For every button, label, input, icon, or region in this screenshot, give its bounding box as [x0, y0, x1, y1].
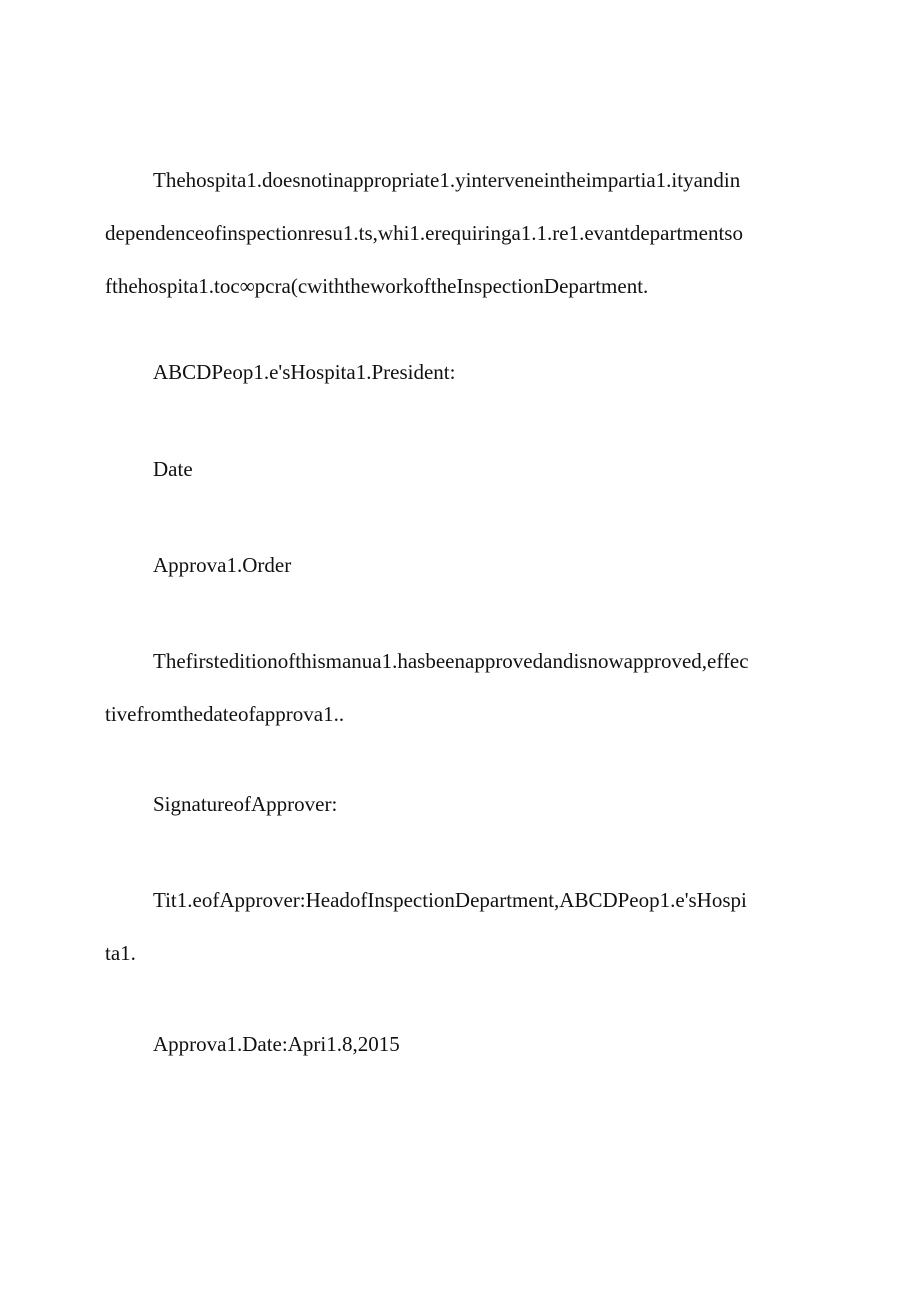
signature-label: SignatureofApprover:: [153, 792, 338, 816]
approval-paragraph: [105, 635, 815, 741]
paragraph-line: dependenceofinspectionresu1.ts,whi1.erequiringa1.1.re1.evantdepartmentso: [105, 221, 743, 245]
paragraph-line: tivefromthedateofapprova1..: [105, 702, 345, 726]
paragraph-line: Thefirsteditionofthismanua1.hasbeenapprovedandisnowapproved,effec: [153, 649, 749, 673]
approval-order-heading: [105, 539, 815, 592]
president-label: ABCDPeop1.e'sHospita1.President:: [153, 360, 456, 384]
signature-paragraph: [105, 778, 815, 831]
paragraph-line: Tit1.eofApprover:HeadofInspectionDepartment,ABCDPeop1.e'sHospi: [153, 888, 747, 912]
approval-date-paragraph: [105, 1018, 815, 1071]
paragraph-line: fthehospita1.toc∞pcra(cwiththeworkoftheInspectionDepartment.: [105, 274, 649, 298]
date-label: Date: [153, 457, 193, 481]
impartiality-paragraph: [105, 154, 815, 313]
approver-title-paragraph: [105, 874, 815, 980]
date-paragraph: [105, 443, 815, 496]
approval-order-title: Approva1.Order: [153, 553, 292, 577]
paragraph-line: Thehospita1.doesnotinappropriate1.yinterveneintheimpartia1.ityandin: [153, 168, 741, 192]
paragraph-line: ta1.: [105, 941, 136, 965]
approval-date-label: Approva1.Date:Apri1.8,2015: [153, 1032, 400, 1056]
president-paragraph: [105, 346, 815, 399]
